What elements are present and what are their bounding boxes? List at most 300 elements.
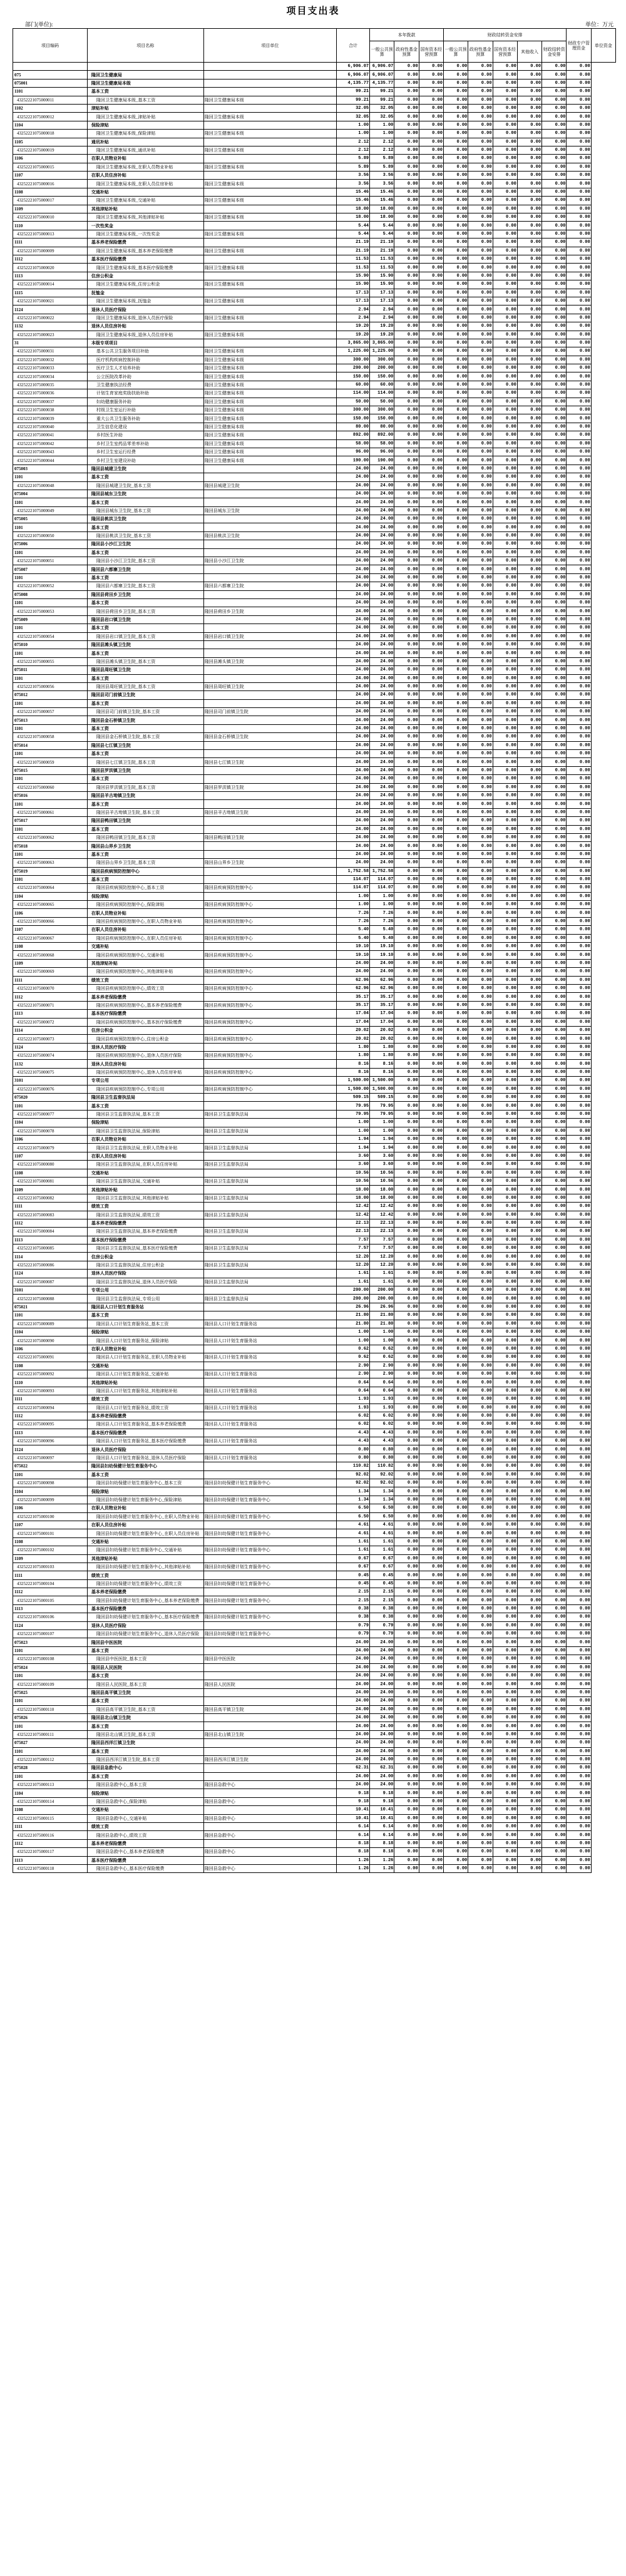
row-name: 隆回卫生健康局本级_通讯补贴 (87, 146, 203, 154)
row-amount: 0.00 (394, 817, 419, 825)
row-amount: 0.00 (419, 1010, 443, 1018)
row-amount: 0.00 (567, 917, 591, 925)
table-row (13, 1119, 616, 1127)
row-name: 隆回县妇幼保健计划生育服务中心_基本工资 (87, 1479, 203, 1487)
row-amount: 99.21 (337, 88, 370, 96)
row-amount: 0.00 (443, 439, 468, 448)
row-amount: 0.00 (394, 1253, 419, 1261)
row-amount: 0.00 (567, 766, 591, 774)
row-dept: 隆回县卫生监督执法局 (203, 1161, 336, 1169)
row-amount: 60.00 (370, 381, 394, 389)
row-dept: 隆回县北山镇卫生院 (203, 1730, 336, 1738)
row-amount: 0.00 (542, 272, 567, 280)
row-dept: 隆回卫生健康局本级 (203, 163, 336, 171)
row-name: 隆回县妇幼保健计划生育服务中心_保险津贴 (87, 1496, 203, 1504)
row-amount: 17.13 (370, 297, 394, 305)
row-amount: 0.00 (468, 817, 493, 825)
row-amount: 1.34 (370, 1487, 394, 1496)
row-amount: 0.00 (443, 674, 468, 682)
row-amount: 0.00 (443, 557, 468, 565)
row-amount: 0.00 (468, 607, 493, 615)
row-amount: 0.00 (443, 239, 468, 247)
row-amount: 0.00 (394, 113, 419, 121)
row-amount: 0.00 (394, 1136, 419, 1144)
row-amount: 20.02 (370, 1035, 394, 1043)
row-amount: 0.00 (517, 1454, 541, 1462)
row-amount: 0.00 (542, 314, 567, 322)
row-amount: 0.00 (493, 255, 517, 263)
row-amount: 24.00 (337, 1688, 370, 1696)
row-amount: 0.00 (542, 431, 567, 439)
row-amount: 0.00 (419, 1353, 443, 1362)
row-amount: 0.00 (443, 993, 468, 1001)
row-amount: 24.00 (337, 540, 370, 548)
row-amount: 1.00 (337, 130, 370, 138)
row-amount: 0.00 (542, 1353, 567, 1362)
row-code: 075004 (13, 490, 88, 498)
row-amount: 0.00 (394, 708, 419, 716)
row-amount: 0.00 (567, 783, 591, 791)
row-amount: 24.00 (370, 1672, 394, 1680)
row-code: 43252221075000065 (13, 901, 88, 909)
row-amount: 24.00 (370, 1688, 394, 1696)
row-name: 隆回县山界乡卫生院 (87, 842, 203, 850)
row-amount: 0.00 (419, 859, 443, 867)
row-dept (203, 172, 336, 180)
row-dept (203, 188, 336, 196)
table-row (13, 1462, 616, 1470)
row-amount: 0.00 (419, 104, 443, 112)
row-amount: 0.00 (517, 1864, 541, 1872)
table-row (13, 1496, 616, 1504)
row-amount: 0.00 (443, 1395, 468, 1403)
row-amount: 35.17 (337, 993, 370, 1001)
row-amount: 1.00 (370, 1337, 394, 1345)
table-row (13, 1152, 616, 1160)
row-amount: 0.00 (542, 1789, 567, 1797)
table-row (13, 1429, 616, 1437)
row-amount: 0.00 (517, 582, 541, 590)
row-amount: 0.00 (493, 1563, 517, 1571)
row-name: 隆回卫生健康局本级 (87, 79, 203, 87)
header-dept: 项目单位 (203, 29, 336, 63)
row-amount: 0.00 (443, 1437, 468, 1445)
row-amount: 0.00 (493, 1697, 517, 1705)
row-amount: 0.00 (567, 531, 591, 540)
row-amount: 12.42 (337, 1203, 370, 1211)
row-amount: 0.00 (419, 213, 443, 222)
table-row (13, 1169, 616, 1177)
row-amount: 18.00 (370, 213, 394, 222)
row-amount: 0.00 (419, 1119, 443, 1127)
row-amount: 0.00 (394, 783, 419, 791)
row-amount: 0.00 (419, 364, 443, 372)
row-amount: 0.00 (517, 96, 541, 104)
row-amount: 0.00 (567, 1604, 591, 1613)
row-amount: 0.00 (443, 1186, 468, 1194)
row-amount: 0.00 (394, 1211, 419, 1219)
row-name: 隆回县人口计划生育服务站_保险津贴 (87, 1337, 203, 1345)
row-amount: 0.00 (493, 506, 517, 515)
row-amount: 110.82 (370, 1462, 394, 1470)
row-amount: 0.00 (394, 163, 419, 171)
row-dept: 隆回县卫生监督执法局 (203, 1110, 336, 1118)
row-amount: 0.00 (542, 1563, 567, 1571)
row-amount: 0.00 (542, 624, 567, 632)
row-code: 43252221075000080 (13, 1161, 88, 1169)
row-amount: 5.40 (337, 934, 370, 942)
row-amount: 6.02 (370, 1412, 394, 1420)
table-row (13, 1194, 616, 1202)
row-amount: 0.00 (443, 1161, 468, 1169)
row-dept (203, 79, 336, 87)
row-amount: 0.00 (567, 1085, 591, 1093)
row-name: 绩效工资 (87, 1203, 203, 1211)
row-amount: 0.00 (567, 892, 591, 900)
row-dept (203, 464, 336, 473)
row-amount: 0.00 (567, 406, 591, 414)
row-amount: 0.00 (517, 1026, 541, 1034)
row-code: 43252221075000061 (13, 808, 88, 816)
row-amount: 24.00 (337, 724, 370, 732)
row-amount: 0.00 (517, 632, 541, 640)
row-name: 绩效工资 (87, 1571, 203, 1579)
row-amount: 0.00 (493, 448, 517, 456)
row-amount: 0.00 (542, 884, 567, 892)
row-dept (203, 724, 336, 732)
row-amount: 0.00 (443, 1680, 468, 1688)
row-amount: 0.00 (394, 1554, 419, 1563)
row-amount: 0.00 (493, 783, 517, 791)
row-amount: 0.00 (468, 1370, 493, 1378)
row-amount: 0.00 (443, 1320, 468, 1328)
table-row (13, 230, 616, 238)
row-amount: 0.00 (394, 1806, 419, 1814)
row-dept: 隆回县人口计划生育服务站 (203, 1420, 336, 1429)
row-dept: 隆回县急救中心 (203, 1831, 336, 1839)
row-code: 1101 (13, 850, 88, 858)
row-amount: 0.00 (468, 1764, 493, 1772)
row-name: 乡村卫生室药品零差率补助 (87, 439, 203, 448)
row-name: 隆回县七江镇卫生院 (87, 741, 203, 749)
row-amount: 0.00 (517, 1764, 541, 1772)
row-amount: 0.00 (468, 473, 493, 481)
row-dept: 隆回县山界乡卫生院 (203, 859, 336, 867)
row-amount: 0.00 (394, 775, 419, 783)
row-amount: 0.00 (517, 968, 541, 976)
row-amount: 0.00 (443, 339, 468, 347)
row-amount: 0.00 (468, 1244, 493, 1253)
table-row (13, 1437, 616, 1445)
row-name: 隆回县人口计划生育服务站_交通补贴 (87, 1370, 203, 1378)
row-amount: 0.00 (542, 264, 567, 272)
row-amount: 0.00 (542, 339, 567, 347)
table-row (13, 1588, 616, 1596)
table-row (13, 1479, 616, 1487)
row-amount: 114.07 (370, 875, 394, 883)
row-amount: 5.44 (370, 230, 394, 238)
row-name: 隆回卫生健康局本级_住房公积金 (87, 280, 203, 289)
row-amount: 0.00 (419, 1537, 443, 1546)
row-name: 交通补贴 (87, 1806, 203, 1814)
row-name: 基本工资 (87, 1646, 203, 1655)
row-amount: 0.00 (443, 1613, 468, 1621)
row-code: 43252221075000041 (13, 431, 88, 439)
row-amount: 0.00 (517, 1579, 541, 1588)
row-amount: 0.00 (493, 1596, 517, 1604)
row-amount: 24.00 (337, 1772, 370, 1780)
row-amount: 0.00 (542, 1077, 567, 1085)
row-amount: 0.00 (567, 372, 591, 381)
row-amount: 0.00 (419, 1177, 443, 1185)
row-amount: 0.00 (542, 1613, 567, 1621)
row-amount: 1.61 (337, 1546, 370, 1554)
row-amount: 0.00 (419, 1487, 443, 1496)
row-amount: 0.00 (419, 406, 443, 414)
row-amount: 0.00 (517, 640, 541, 649)
row-amount: 0.00 (443, 1856, 468, 1864)
row-amount: 0.00 (517, 976, 541, 984)
table-row (13, 88, 616, 96)
row-amount: 0.00 (567, 699, 591, 707)
row-code: 43252221075000085 (13, 1244, 88, 1253)
row-amount: 0.00 (517, 758, 541, 766)
row-name: 保险津贴 (87, 1789, 203, 1797)
row-amount: 0.00 (567, 1646, 591, 1655)
row-name: 基本工资 (87, 548, 203, 557)
row-amount: 24.00 (370, 817, 394, 825)
row-amount: 0.00 (394, 1094, 419, 1102)
row-amount: 0.00 (493, 406, 517, 414)
table-row (13, 573, 616, 582)
row-amount: 0.00 (443, 1806, 468, 1814)
row-amount: 0.00 (542, 331, 567, 339)
row-amount: 0.00 (517, 1395, 541, 1403)
row-dept (203, 1764, 336, 1772)
row-amount: 0.00 (567, 305, 591, 314)
row-amount: 0.00 (542, 615, 567, 623)
row-amount: 0.00 (419, 188, 443, 196)
row-name: 隆回县中医医院_基本工资 (87, 1655, 203, 1663)
row-name: 隆回县人口计划生育服务站 (87, 1303, 203, 1311)
row-amount: 0.00 (394, 884, 419, 892)
row-amount: 35.17 (370, 1001, 394, 1009)
row-name (87, 63, 203, 71)
row-amount: 0.00 (493, 88, 517, 96)
row-amount: 0.00 (493, 1856, 517, 1864)
row-amount: 0.00 (517, 1504, 541, 1512)
row-amount: 0.00 (419, 1755, 443, 1763)
row-amount: 0.00 (517, 1295, 541, 1303)
row-amount: 24.00 (337, 582, 370, 590)
row-name: 保险津贴 (87, 1119, 203, 1127)
row-amount: 0.00 (394, 490, 419, 498)
row-dept: 隆回县疾病预防控制中心 (203, 884, 336, 892)
row-amount: 0.00 (468, 138, 493, 146)
row-name: 隆回县妇幼保健计划生育服务中心_基本医疗保险缴费 (87, 1613, 203, 1621)
row-amount: 0.00 (567, 1303, 591, 1311)
row-dept: 隆回县高平镇卫生院 (203, 1705, 336, 1713)
row-amount: 24.00 (370, 481, 394, 490)
table-row (13, 1663, 616, 1671)
row-amount: 0.00 (517, 255, 541, 263)
row-code: 1106 (13, 1345, 88, 1353)
table-row (13, 63, 616, 71)
row-amount: 0.00 (493, 1203, 517, 1211)
row-code: 43252221075000057 (13, 708, 88, 716)
table-header (13, 29, 616, 63)
row-amount: 190.00 (370, 456, 394, 464)
row-dept: 隆回县疾病预防控制中心 (203, 951, 336, 959)
row-code: 075001 (13, 79, 88, 87)
row-name: 医疗卫生人才培养补助 (87, 364, 203, 372)
row-amount: 0.00 (567, 951, 591, 959)
row-amount: 24.00 (370, 632, 394, 640)
row-amount: 0.00 (443, 1420, 468, 1429)
row-amount: 0.00 (468, 1085, 493, 1093)
row-amount: 0.00 (468, 448, 493, 456)
table-row (13, 431, 616, 439)
row-amount: 0.80 (370, 1454, 394, 1462)
row-amount: 0.00 (567, 859, 591, 867)
row-code: 075021 (13, 1303, 88, 1311)
row-amount: 0.00 (443, 1127, 468, 1135)
row-amount: 0.00 (394, 1328, 419, 1336)
row-amount: 0.00 (517, 364, 541, 372)
row-code: 1111 (13, 1571, 88, 1579)
row-amount: 0.00 (394, 381, 419, 389)
row-dept: 隆回卫生健康局本级 (203, 130, 336, 138)
table-row (13, 1320, 616, 1328)
row-amount: 0.00 (394, 615, 419, 623)
row-code: 1104 (13, 121, 88, 129)
row-amount: 0.00 (567, 1730, 591, 1738)
row-amount: 0.00 (542, 1169, 567, 1177)
table-row (13, 599, 616, 607)
row-amount: 0.00 (443, 775, 468, 783)
row-amount: 0.00 (567, 800, 591, 808)
row-amount: 0.00 (443, 305, 468, 314)
row-amount: 0.00 (542, 1797, 567, 1805)
row-amount: 0.00 (493, 1537, 517, 1546)
row-amount: 0.00 (542, 163, 567, 171)
row-amount: 0.00 (394, 230, 419, 238)
row-amount: 0.00 (394, 1186, 419, 1194)
row-amount: 0.00 (468, 239, 493, 247)
row-amount: 0.00 (567, 1462, 591, 1470)
row-dept (203, 699, 336, 707)
row-amount: 0.00 (468, 230, 493, 238)
row-amount: 0.00 (394, 1110, 419, 1118)
row-amount: 24.00 (370, 1739, 394, 1747)
row-amount: 0.00 (493, 1529, 517, 1537)
row-amount: 21.19 (337, 247, 370, 255)
row-amount: 0.00 (517, 339, 541, 347)
row-amount: 0.00 (493, 1261, 517, 1269)
row-dept (203, 71, 336, 79)
row-amount: 0.00 (443, 607, 468, 615)
row-amount: 0.00 (493, 104, 517, 112)
row-amount: 0.00 (419, 590, 443, 598)
row-amount: 0.00 (542, 473, 567, 481)
row-amount: 0.00 (468, 339, 493, 347)
table-row (13, 540, 616, 548)
row-amount: 0.00 (567, 1219, 591, 1227)
row-amount: 0.00 (419, 850, 443, 858)
row-amount: 0.00 (419, 1504, 443, 1512)
row-amount: 0.00 (443, 1789, 468, 1797)
row-amount: 0.00 (468, 1546, 493, 1554)
row-amount: 0.00 (468, 850, 493, 858)
row-amount: 0.00 (443, 943, 468, 951)
row-amount: 0.00 (468, 423, 493, 431)
row-amount: 3.60 (337, 1161, 370, 1169)
row-amount: 0.00 (468, 1228, 493, 1236)
row-amount: 0.00 (419, 1831, 443, 1839)
row-amount: 0.00 (394, 842, 419, 850)
row-amount: 0.00 (493, 264, 517, 272)
row-amount: 114.00 (370, 389, 394, 398)
table-row (13, 1596, 616, 1604)
row-amount: 0.00 (567, 464, 591, 473)
row-amount: 24.00 (370, 573, 394, 582)
header-code: 项目编码 (13, 29, 88, 63)
row-amount: 0.00 (468, 1127, 493, 1135)
row-code: 43252221075000052 (13, 582, 88, 590)
row-dept (203, 339, 336, 347)
row-amount: 1.34 (370, 1496, 394, 1504)
row-name: 隆回县西洋江镇卫生院 (87, 1739, 203, 1747)
row-amount: 0.00 (542, 88, 567, 96)
table-row (13, 289, 616, 297)
row-amount: 0.00 (468, 1286, 493, 1295)
row-name: 基本医疗保险缴费 (87, 255, 203, 263)
row-amount: 0.00 (468, 540, 493, 548)
row-amount: 0.00 (567, 741, 591, 749)
row-dept: 隆回卫生健康局本级 (203, 314, 336, 322)
row-amount: 0.00 (468, 691, 493, 699)
row-dept (203, 993, 336, 1001)
row-amount: 0.00 (419, 1730, 443, 1738)
row-dept (203, 1521, 336, 1529)
row-amount: 0.00 (419, 1789, 443, 1797)
row-code: 075005 (13, 515, 88, 523)
row-code: 1124 (13, 1621, 88, 1629)
row-name: 退休人员医疗保险 (87, 1445, 203, 1454)
table-row (13, 272, 616, 280)
row-amount: 0.00 (468, 943, 493, 951)
row-amount: 0.00 (419, 1270, 443, 1278)
row-amount: 0.00 (493, 1496, 517, 1504)
row-amount: 0.00 (394, 305, 419, 314)
table-row (13, 364, 616, 372)
row-amount: 0.00 (567, 1186, 591, 1194)
row-amount: 0.00 (394, 1395, 419, 1403)
row-amount: 0.00 (567, 1119, 591, 1127)
row-amount: 0.00 (493, 1579, 517, 1588)
row-amount: 0.80 (337, 1454, 370, 1462)
row-name: 基本工资 (87, 674, 203, 682)
row-amount: 96.00 (337, 448, 370, 456)
row-dept: 隆回卫生健康局本级 (203, 297, 336, 305)
row-amount: 0.00 (493, 1554, 517, 1563)
row-code: 43252221075000033 (13, 364, 88, 372)
row-amount: 0.00 (419, 121, 443, 129)
row-amount: 0.00 (394, 1462, 419, 1470)
row-code: 43252221075000075 (13, 1068, 88, 1076)
row-amount: 0.00 (419, 1613, 443, 1621)
row-amount: 0.00 (542, 398, 567, 406)
